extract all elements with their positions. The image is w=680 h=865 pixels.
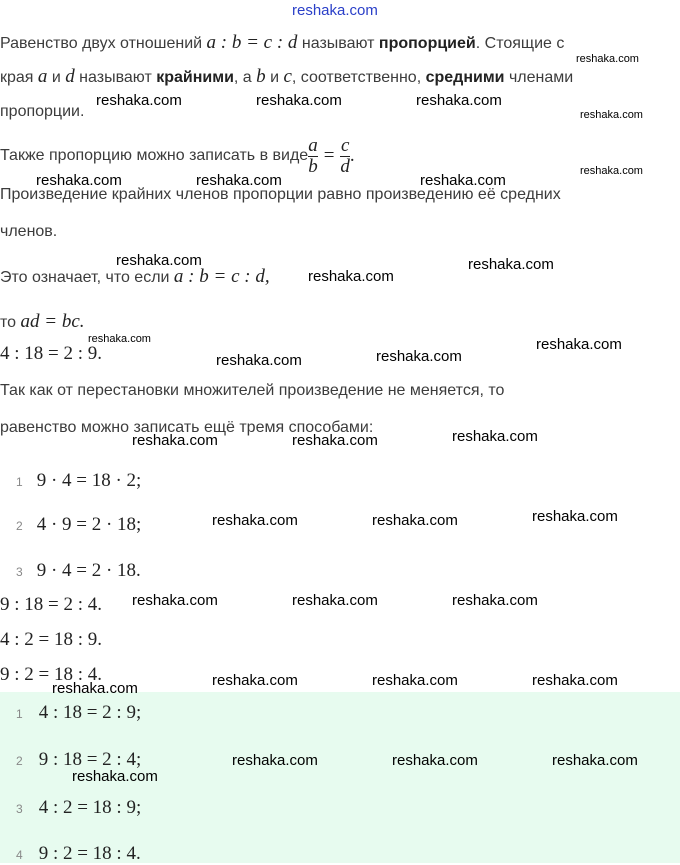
watermark: reshaka.com [308,268,394,285]
watermark: reshaka.com [256,92,342,109]
watermark: reshaka.com [116,252,202,269]
watermark: reshaka.com [132,592,218,609]
list-item: 3 4 : 2 = 18 : 9; [16,797,142,818]
watermark: reshaka.com [36,172,122,189]
proportion-line: 9 : 18 = 2 : 4. [0,594,103,615]
watermark: reshaka.com [420,172,506,189]
fraction-c-d: $\frac{c}{d}$ [340,134,350,177]
watermark: reshaka.com [452,592,538,609]
watermark: reshaka.com [216,352,302,369]
swap-explanation-line-1: Так как от перестановки множителей произведение не меняется, то [0,382,505,399]
swap-explanation-line-2: равенство можно записать ещё тремя способами: [0,419,374,436]
property-line-1: Произведение крайних членов пропорции равно произведению её средних [0,186,561,203]
conclusion-line: то ad = bc. [0,311,85,332]
watermark: reshaka.com [576,53,639,65]
watermark: reshaka.com [88,333,151,345]
watermark: reshaka.com [580,109,643,121]
proportion-line: 9 : 2 = 18 : 4. [0,664,103,685]
watermark: reshaka.com [376,348,462,365]
watermark: reshaka.com [72,768,158,785]
watermark: reshaka.com [232,752,318,769]
list-item: 1 9 · 4 = 18 · 2; [16,470,142,491]
property-line-2: членов. [0,223,58,240]
watermark: reshaka.com [212,672,298,689]
list-item: 2 9 : 18 = 2 : 4; [16,749,142,770]
watermark: reshaka.com [292,592,378,609]
watermark: reshaka.com [416,92,502,109]
watermark: reshaka.com [292,432,378,449]
list-item: 2 4 · 9 = 2 · 18; [16,514,142,535]
watermark-top: reshaka.com [292,2,378,19]
watermark: reshaka.com [96,92,182,109]
definition-line-3: пропорции. [0,103,85,120]
watermark: reshaka.com [52,680,138,697]
watermark: reshaka.com [132,432,218,449]
watermark: reshaka.com [212,512,298,529]
fraction-form-line: Также пропорцию можно записать в виде $\frac{a}{b}$ = $\frac{c}{d}$ . [0,134,355,177]
watermark: reshaka.com [536,336,622,353]
condition-line: Это означает, что если a : b = c : d, [0,266,270,287]
watermark: reshaka.com [392,752,478,769]
watermark: reshaka.com [580,165,643,177]
watermark: reshaka.com [532,508,618,525]
fraction-a-b: $\frac{a}{b}$ [308,134,318,177]
watermark: reshaka.com [372,512,458,529]
watermark: reshaka.com [196,172,282,189]
watermark: reshaka.com [552,752,638,769]
watermark: reshaka.com [468,256,554,273]
proportion-line: 4 : 2 = 18 : 9. [0,629,103,650]
definition-line-1: Равенство двух отношений a : b = c : d называют пропорцией. Стоящие с [0,32,565,53]
example-proportion: 4 : 18 = 2 : 9. [0,343,103,364]
list-item: 4 9 : 2 = 18 : 4. [16,843,141,864]
watermark: reshaka.com [452,428,538,445]
list-item: 1 4 : 18 = 2 : 9; [16,702,142,723]
definition-line-2: края a и d называют крайними, а b и c, соответственно, средними членами [0,66,574,87]
list-item: 3 9 · 4 = 2 · 18. [16,560,141,581]
watermark: reshaka.com [532,672,618,689]
watermark: reshaka.com [372,672,458,689]
